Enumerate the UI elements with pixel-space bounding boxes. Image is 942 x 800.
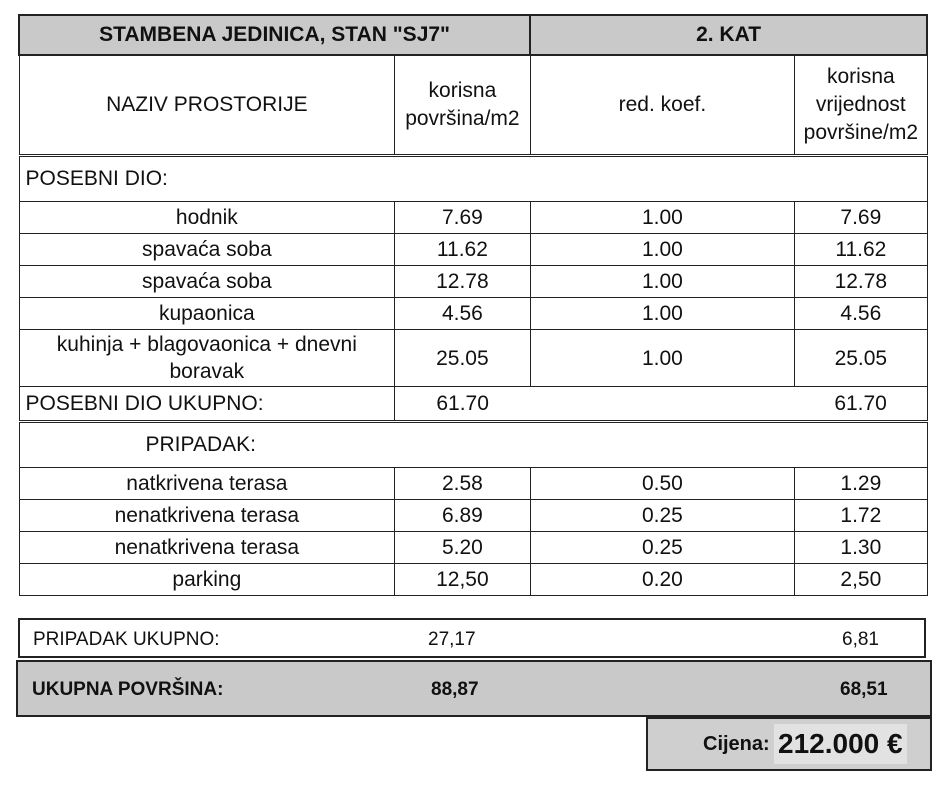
room-value: 12.78 [795, 266, 927, 298]
room-coef: 0.25 [530, 532, 795, 564]
table-row [19, 234, 927, 266]
column-header-row [19, 55, 927, 156]
room-area: 12,50 [395, 564, 530, 596]
table-row [19, 500, 927, 532]
room-value: 1.30 [795, 532, 927, 564]
room-name: spavaća soba [19, 234, 395, 266]
total-row [16, 660, 932, 717]
floor-label: 2. KAT [530, 15, 927, 55]
room-name: nenatkrivena terasa [19, 500, 395, 532]
table-row [19, 266, 927, 298]
subtotal-area: 27,17 [428, 629, 476, 650]
subtotal-coef-empty [530, 387, 795, 422]
room-area: 2.58 [395, 468, 530, 500]
room-name: spavaća soba [19, 266, 395, 298]
room-value: 11.62 [795, 234, 927, 266]
room-area: 5.20 [395, 532, 530, 564]
table-row [19, 564, 927, 596]
room-coef: 0.50 [530, 468, 795, 500]
price-value: 212.000 € [774, 724, 907, 764]
room-area: 4.56 [395, 298, 530, 330]
room-coef: 1.00 [530, 330, 795, 387]
room-value: 2,50 [795, 564, 927, 596]
table-row [19, 532, 927, 564]
section-posebni [19, 156, 927, 202]
total-label: UKUPNA POVRŠINA: [32, 679, 224, 700]
room-name: parking [19, 564, 395, 596]
subtotal-label: POSEBNI DIO UKUPNO: [19, 387, 395, 422]
room-coef: 0.20 [530, 564, 795, 596]
total-area: 88,87 [431, 679, 479, 700]
room-coef: 1.00 [530, 298, 795, 330]
room-name: kuhinja + blagovaonica + dnevni boravak [19, 330, 395, 387]
subtotal-label: PRIPADAK UKUPNO: [33, 629, 220, 650]
room-area: 7.69 [395, 202, 530, 234]
table-row [19, 202, 927, 234]
section-title-posebni: POSEBNI DIO: [19, 156, 927, 202]
room-name: hodnik [19, 202, 395, 234]
column-header-value: korisna vrijednost površine/m2 [795, 55, 927, 156]
column-header-area: korisna površina/m2 [395, 55, 530, 156]
room-value: 7.69 [795, 202, 927, 234]
section-title-pripadak: PRIPADAK: [19, 422, 927, 468]
table-header-title-row [19, 15, 927, 55]
unit-title: STAMBENA JEDINICA, STAN "SJ7" [19, 15, 530, 55]
subtotal-value: 6,81 [842, 629, 879, 650]
room-area: 6.89 [395, 500, 530, 532]
room-value: 4.56 [795, 298, 927, 330]
price-box [646, 717, 932, 771]
price-label: Cijena: [703, 733, 770, 755]
room-area: 25.05 [395, 330, 530, 387]
room-coef: 1.00 [530, 202, 795, 234]
section-pripadak [19, 422, 927, 468]
subtotal-row-posebni [19, 387, 927, 422]
subtotal-value: 61.70 [795, 387, 927, 422]
column-header-name: NAZIV PROSTORIJE [19, 55, 395, 156]
table-row [19, 298, 927, 330]
room-coef: 1.00 [530, 266, 795, 298]
table-row [19, 330, 927, 387]
subtotal-row-pripadak [18, 618, 926, 658]
room-area: 12.78 [395, 266, 530, 298]
room-coef: 1.00 [530, 234, 795, 266]
room-value: 1.29 [795, 468, 927, 500]
column-header-coef: red. koef. [530, 55, 795, 156]
room-name: natkrivena terasa [19, 468, 395, 500]
table-row [19, 468, 927, 500]
room-value: 1.72 [795, 500, 927, 532]
room-name: kupaonica [19, 298, 395, 330]
room-name: nenatkrivena terasa [19, 532, 395, 564]
subtotal-area: 61.70 [395, 387, 530, 422]
total-value: 68,51 [840, 679, 888, 700]
room-value: 25.05 [795, 330, 927, 387]
room-coef: 0.25 [530, 500, 795, 532]
area-table [18, 14, 928, 596]
room-area: 11.62 [395, 234, 530, 266]
